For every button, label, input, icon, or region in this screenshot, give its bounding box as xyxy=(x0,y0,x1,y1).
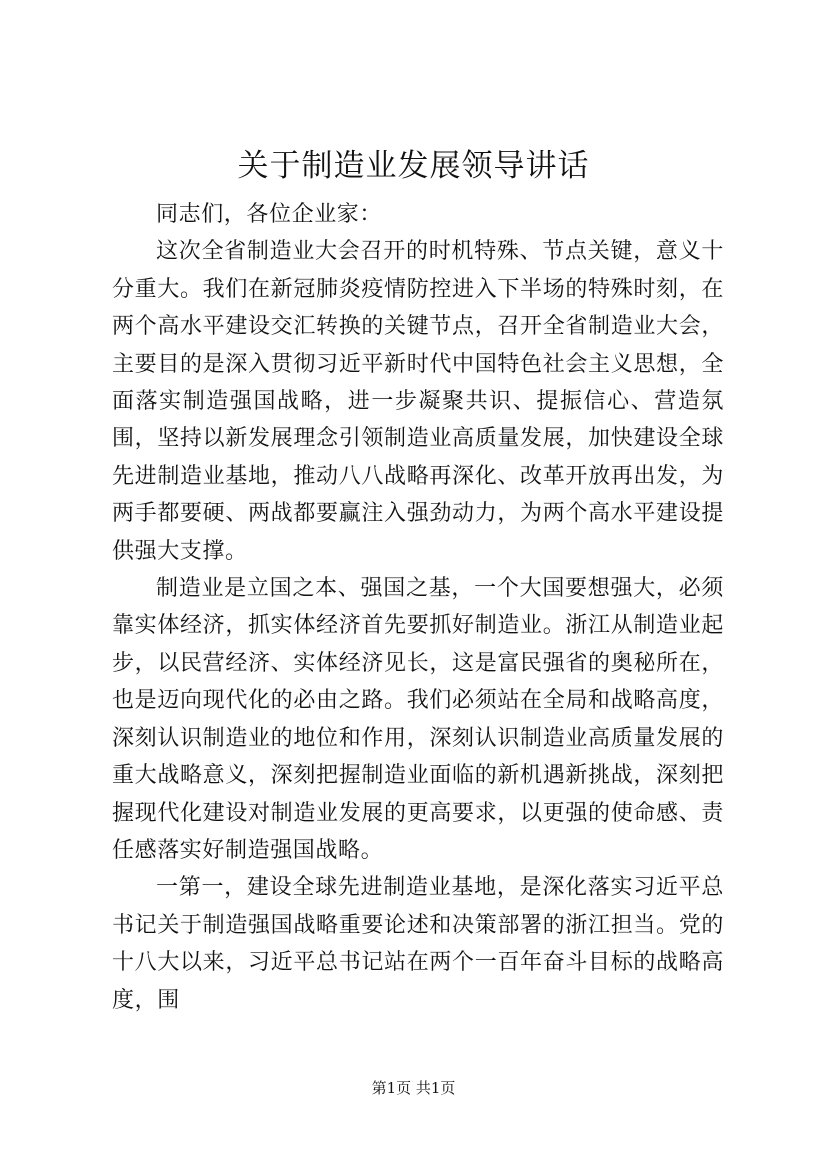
body-paragraph-2: 制造业是立国之本、强国之基，一个大国要想强大，必须靠实体经济，抓实体经济首先要抓好制造业。浙江从制造业起步，以民营经济、实体经济见长，这是富民强省的奥秘所在，也是迈向现代化的必由之路。我们必须站在全局和战略高度，深刻认识制造业的地位和作用，深刻认识制造业高质量发展的重大战略意义，深刻把握制造业面临的新机遇新挑战，深刻把握现代化建设对制造业发展的更高要求，以更强的使命感、责任感落实好制造强国战略。 xyxy=(112,576,724,863)
document-title: 关于制造业发展领导讲话 xyxy=(237,148,590,184)
body-paragraph-3: 一第一，建设全球先进制造业基地，是深化落实习近平总书记关于制造强国战略重要论述和决策部署的浙江担当。党的十八大以来，习近平总书记站在两个一百年奋斗目标的战略高度，围 xyxy=(112,875,724,1013)
page-number-footer: 第1页 共1页 xyxy=(371,1079,456,1097)
document-body xyxy=(112,196,724,1019)
body-paragraph-1: 这次全省制造业大会召开的时机特殊、节点关键，意义十分重大。我们在新冠肺炎疫情防控进入下半场的特殊时刻，在两个高水平建设交汇转换的关键节点，召开全省制造业大会，主要目的是深入贯彻习近平新时代中国特色社会主义思想，全面落实制造强国战略，进一步凝聚共识、提振信心、营造氛围，坚持以新发展理念引领制造业高质量发展，加快建设全球先进制造业基地，推动八八战略再深化、改革开放再出发，为两手都要硬、两战都要赢注入强劲动力，为两个高水平建设提供强大支撑。 xyxy=(112,239,724,564)
salutation-paragraph: 同志们，各位企业家： xyxy=(156,202,383,227)
